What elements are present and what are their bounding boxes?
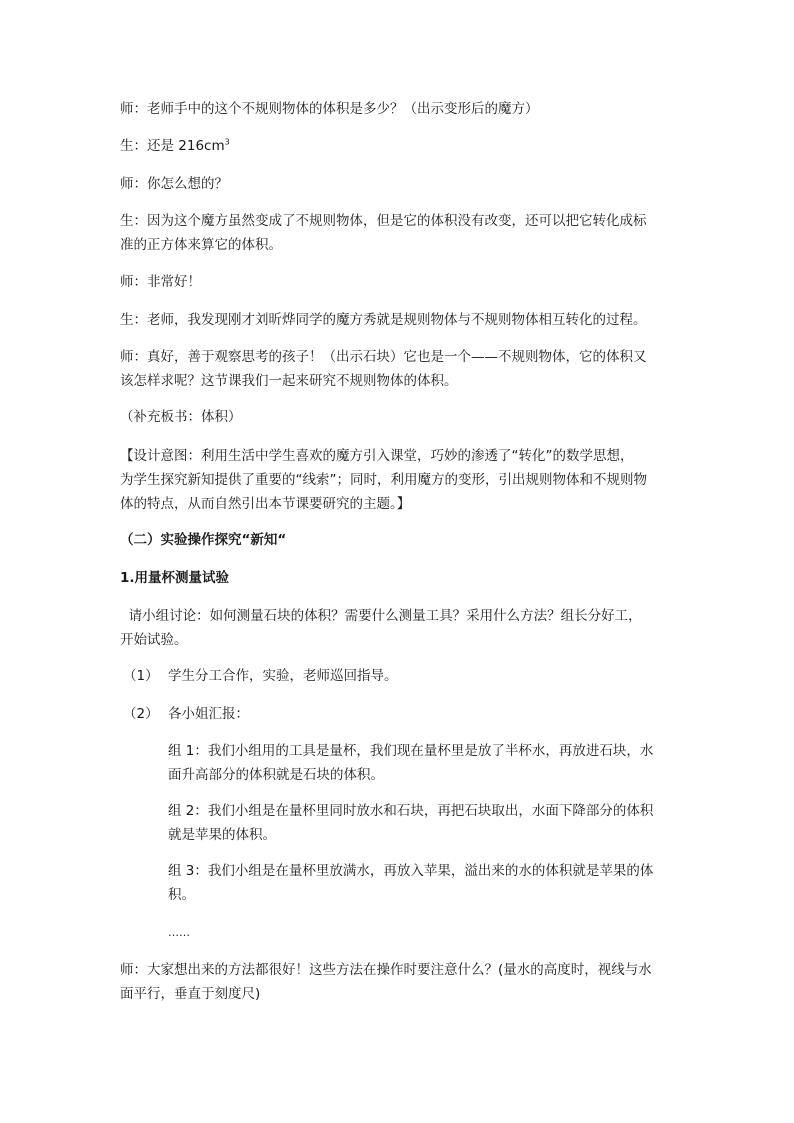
paragraph-board-note: （补充板书：体积） — [120, 409, 242, 425]
subsection-heading-measuring-cup: 1.用量杯测量试验 — [120, 570, 230, 586]
paragraph-teacher-question: 师：老师手中的这个不规则物体的体积是多少？（出示变形后的魔方） — [120, 101, 539, 117]
group-report-1: 组 1：我们小组用的工具是量杯，我们现在量杯里是放了半杯水，再放进石块，水 面升高部分的体积就是石块的体积。 — [168, 743, 654, 783]
list-item-1-text: 学生分工合作，实验，老师巡回指导。 — [168, 668, 398, 684]
paragraph-teacher-how: 师：你怎么想的？ — [120, 176, 228, 192]
paragraph-group-discussion: 请小组讨论：如何测量石块的体积？需要什么测量工具？采用什么方法？组长分好工， 开始试验。 — [120, 608, 642, 648]
section-heading-experiment: （二）实验操作探究“新知“ — [120, 532, 287, 548]
paragraph-student-explain: 生：因为这个魔方虽然变成了不规则物体，但是它的体积没有改变，还可以把它转化成标 准的正方体来算它的体积。 — [120, 213, 647, 253]
list-number-1: （1） — [123, 668, 159, 684]
paragraph-teacher-stone: 师：真好，善于观察思考的孩子！（出示石块）它也是一个——不规则物体，它的体积又 该怎样求呢？这节课我们一起来研究不规则物体的体积。 — [120, 349, 647, 389]
ellipsis: …… — [168, 926, 190, 939]
paragraph-student-answer: 生：还是 $216cm^3$ — [120, 137, 230, 154]
superscript-3: 3 — [224, 137, 230, 147]
list-item-2-text: 各小姐汇报： — [168, 706, 249, 722]
paragraph-teacher-summary: 师：大家想出来的方法都很好！这些方法在操作时要注意什么？(量水的高度时，视线与水 面平行，垂直于刻度尺) — [120, 962, 652, 1002]
paragraph-student-discovery: 生：老师，我发现刚才刘昕烨同学的魔方秀就是规则物体与不规则物体相互转化的过程。 — [120, 312, 647, 328]
group-report-2: 组 2：我们小组是在量杯里同时放水和石块，再把石块取出，水面下降部分的体积 就是苹果的体积。 — [168, 803, 654, 843]
list-number-2: （2） — [123, 706, 159, 722]
paragraph-design-intent: 【设计意图：利用生活中学生喜欢的魔方引入课堂，巧妙的渗透了“转化”的数学思想， 为学生探究新知提供了重要的“线索”；同时，利用魔方的变形，引出规则物体和不规则物 体的特点，从而自然引出本节课要研究的主题。】 — [120, 448, 647, 512]
group-report-3: 组 3：我们小组是在量杯里放满水，再放入苹果，溢出来的水的体积就是苹果的体 积。 — [168, 863, 654, 903]
paragraph-teacher-praise: 师：非常好！ — [120, 274, 201, 290]
